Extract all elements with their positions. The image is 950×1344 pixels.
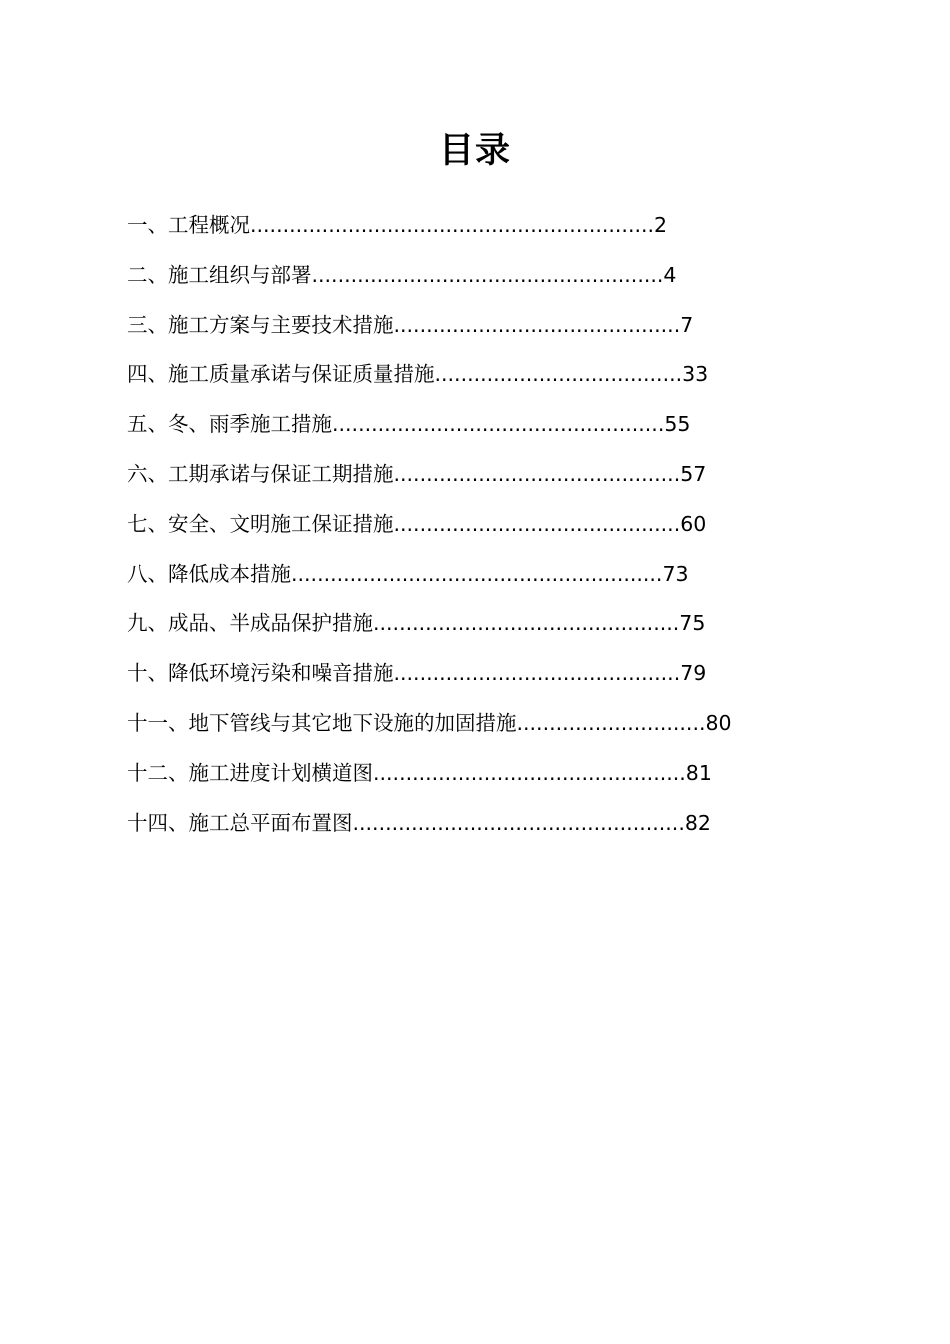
toc-entry[interactable] bbox=[127, 454, 732, 504]
toc-entry-page: 79 bbox=[680, 661, 707, 686]
toc-entry-leader: ............................................ bbox=[393, 511, 681, 536]
toc-entry[interactable] bbox=[127, 504, 732, 554]
toc-entry-leader: ............................................ bbox=[393, 312, 681, 337]
toc-entry-label: 九、成品、半成品保护措施 bbox=[127, 611, 373, 636]
toc-entry-leader: ................................................... bbox=[352, 810, 685, 835]
toc-entry[interactable] bbox=[127, 404, 732, 454]
toc-entry-page: 73 bbox=[662, 561, 689, 586]
toc-entry-label: 三、施工方案与主要技术措施 bbox=[127, 312, 394, 337]
toc-entry[interactable] bbox=[127, 354, 732, 404]
toc-entry-page: 55 bbox=[664, 412, 691, 437]
toc-entry[interactable] bbox=[127, 753, 732, 803]
toc-entry-leader: ...................................... bbox=[434, 362, 683, 387]
toc-entry-leader: ...................................................... bbox=[311, 262, 664, 287]
toc-entry[interactable] bbox=[127, 554, 732, 604]
toc-entry-page: 7 bbox=[680, 312, 694, 337]
toc-entry[interactable] bbox=[127, 703, 732, 753]
toc-entry-leader: ................................................... bbox=[332, 412, 665, 437]
toc-entry-leader: ............................................ bbox=[393, 461, 681, 486]
toc-entry-leader: .............................................................. bbox=[250, 213, 655, 237]
toc-entry-label: 二、施工组织与部署 bbox=[127, 262, 312, 287]
toc-entry[interactable] bbox=[127, 803, 732, 853]
toc-entry[interactable] bbox=[127, 305, 732, 355]
toc-entry-page: 75 bbox=[679, 611, 706, 636]
toc-entry-page: 4 bbox=[663, 262, 677, 287]
toc-entry-label: 四、施工质量承诺与保证质量措施 bbox=[127, 362, 435, 387]
toc-entry-page: 80 bbox=[705, 710, 732, 735]
toc-entry-page: 2 bbox=[654, 213, 668, 237]
toc-entry-page: 57 bbox=[680, 461, 707, 486]
toc-entry-label: 五、冬、雨季施工措施 bbox=[127, 412, 332, 437]
toc-entry[interactable] bbox=[127, 205, 732, 255]
toc-entry-label: 八、降低成本措施 bbox=[127, 561, 291, 586]
toc-entry-label: 六、工期承诺与保证工期措施 bbox=[127, 461, 394, 486]
toc-entry-page: 33 bbox=[682, 362, 709, 387]
toc-entry-label: 十二、施工进度计划横道图 bbox=[127, 760, 373, 785]
toc-entry-leader: ............................................... bbox=[373, 611, 680, 636]
toc-entry-page: 81 bbox=[685, 760, 712, 785]
toc-entry-label: 十四、施工总平面布置图 bbox=[127, 810, 353, 835]
toc-entry-leader: ......................................................... bbox=[291, 561, 663, 586]
toc-entry-label: 十、降低环境污染和噪音措施 bbox=[127, 661, 394, 686]
toc-entry[interactable] bbox=[127, 255, 732, 305]
toc-title: 目录 bbox=[438, 131, 511, 171]
toc-entry[interactable] bbox=[127, 653, 732, 703]
toc-entry-page: 82 bbox=[684, 810, 711, 835]
toc-list bbox=[127, 205, 732, 852]
toc-entry-leader: ............................................ bbox=[393, 661, 681, 686]
toc-entry-leader: ............................. bbox=[516, 710, 706, 735]
toc-entry-page: 60 bbox=[680, 511, 707, 536]
toc-entry-label: 七、安全、文明施工保证措施 bbox=[127, 511, 394, 536]
toc-entry-label: 一、工程概况 bbox=[127, 213, 250, 237]
toc-entry-label: 十一、地下管线与其它地下设施的加固措施 bbox=[127, 710, 517, 735]
toc-entry-leader: ................................................ bbox=[373, 760, 686, 785]
toc-entry[interactable] bbox=[127, 603, 732, 653]
